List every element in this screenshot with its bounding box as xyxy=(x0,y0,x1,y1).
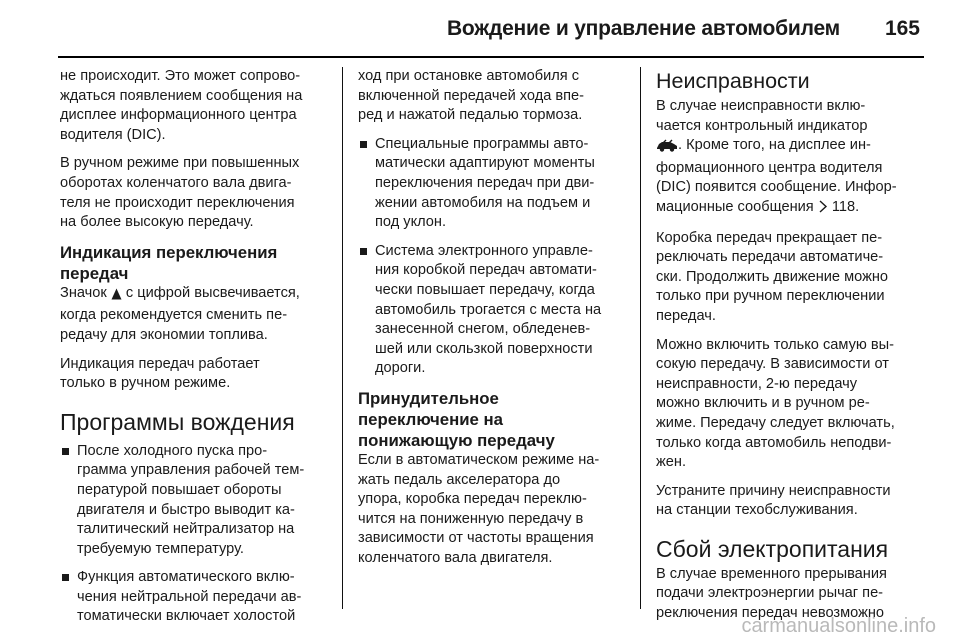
bullet-list xyxy=(60,442,328,627)
paragraph-faults: В случае неисправности вклю- чается контрольный индикатор . Кроме того, на дисплее ин- формационного центра водителя (DIC) появится сообщение. Инфор- мационные сообщения 118. xyxy=(656,97,924,220)
page-reference-number[interactable]: 118 xyxy=(831,198,856,215)
paragraph: Если в автоматическом режиме на- жать педаль акселератора до упора, коробка передач переклю- чится на пониженную передачу в зависимости от частоты вращения коленчатого вала двигателя. xyxy=(358,451,600,566)
section-heading-gear-indication: Индикация переключения передач xyxy=(60,242,278,283)
list-item: Специальные программы авто- матически адаптируют моменты переключения передач при дви- жении автомобиля на подъем и под уклон. xyxy=(358,135,626,233)
watermark: carmanualsonline.info xyxy=(741,615,936,637)
column-divider-1 xyxy=(342,67,343,609)
header-rule xyxy=(58,56,924,58)
list-item: Функция автоматического вклю- чения нейтральной передачи ав- томатически включает холостой xyxy=(60,568,328,627)
page-reference-icon[interactable] xyxy=(818,200,828,220)
column-divider-2 xyxy=(640,67,641,609)
paragraph: Индикация передач работает только в ручном режиме. xyxy=(60,355,260,392)
page-number: 165 xyxy=(884,17,920,40)
car-transmission-warning-icon xyxy=(656,139,678,159)
column-3 xyxy=(656,67,924,633)
list-item: После холодного пуска про- грамма управления рабочей тем- пературой повышает обороты двигателя и быстро выводит ка- талитический нейтрализатор на требуемую температуру. xyxy=(60,442,328,560)
paragraph: Коробка передач прекращает пе- реключать передачи автоматиче- ски. Продолжить движение можно только при ручном переключении передач. xyxy=(656,229,889,324)
column-1 xyxy=(60,67,328,636)
paragraph: В случае временного прерывания подачи электроэнергии рычаг пе- реключения передач невозможно xyxy=(656,565,887,622)
bullet-list xyxy=(358,135,626,379)
header-title: Вождение и управление автомобилем xyxy=(446,17,840,40)
paragraph: Устраните причину неисправности на станции техобслуживания. xyxy=(656,482,891,519)
section-heading-driving-programs: Программы вождения xyxy=(60,408,295,435)
paragraph: ход при остановке автомобиля с включенной передачей хода впе- ред и нажатой педалью тормоза. xyxy=(358,68,585,124)
paragraph: не происходит. Это может сопрово- ждаться появлением сообщения на дисплее информационного центра водителя (DIC). xyxy=(60,68,303,143)
paragraph: В ручном режиме при повышенных оборотах коленчатого вала двига- теля не происходит переключения на более высокую передачу. xyxy=(60,155,300,231)
page-header xyxy=(0,0,960,58)
section-heading-faults: Неисправности xyxy=(656,69,810,93)
list-item: Система электронного управле- ния коробкой передач автомати- чески повышает передачу, когда автомобиль трогается с места на занесенной снегом, обледенев- шей или скользкой поверхности дороги. xyxy=(358,242,626,379)
column-2 xyxy=(358,67,626,577)
paragraph-gear-indicator: Значок с цифрой высвечивается, когда рекомендуется сменить пе- редачу для экономии топлива. xyxy=(60,284,300,343)
paragraph: Можно включить только самую вы- сокую передачу. В зависимости от неисправности, 2-ю передачу можно включить и в ручном ре- жиме. Передачу следует включать, только когда автомобиль неподви- жен. xyxy=(656,336,895,471)
section-heading-power-failure: Сбой электропитания xyxy=(656,535,889,562)
up-triangle-icon xyxy=(111,287,122,307)
section-heading-kickdown: Принудительное переключение на понижающую передачу xyxy=(358,388,555,450)
